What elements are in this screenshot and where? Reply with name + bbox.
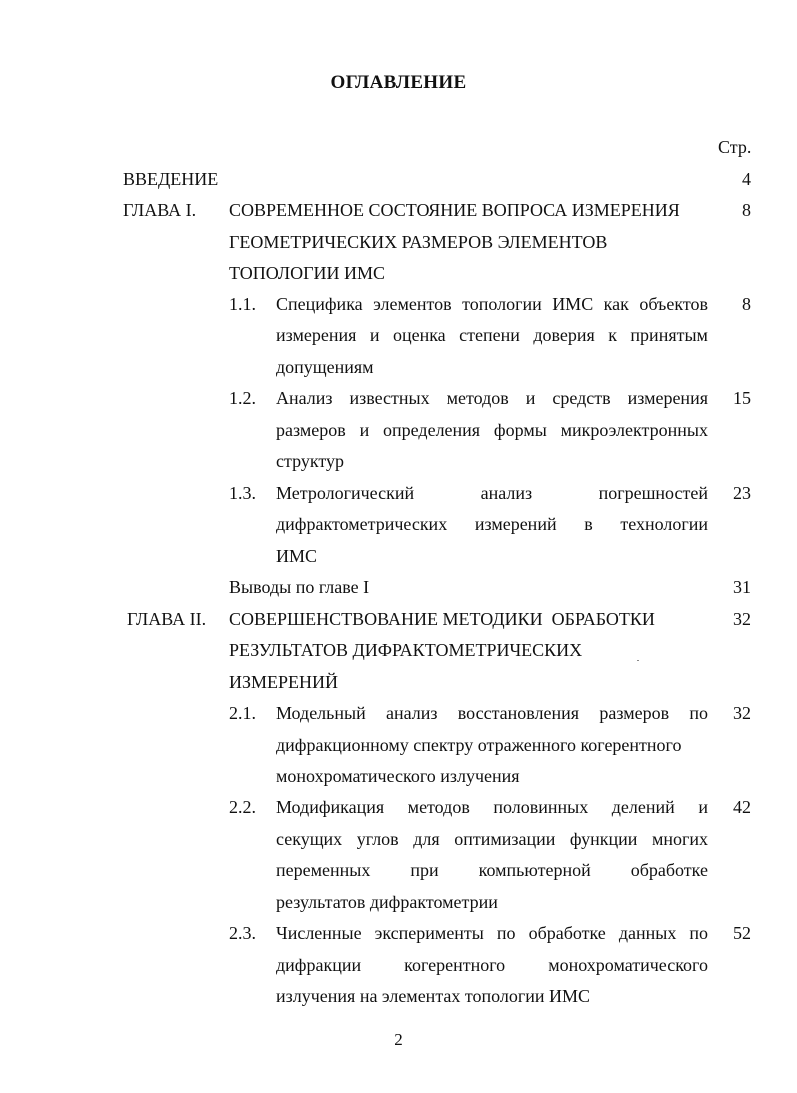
chapter-label: ГЛАВА II. bbox=[127, 609, 207, 629]
section-number: 2.1. bbox=[229, 703, 256, 723]
section-number: 2.2. bbox=[229, 797, 256, 817]
section-number: 2.3. bbox=[229, 923, 256, 943]
section-title-line: дифрактометрических измерений в технологии bbox=[276, 514, 708, 534]
toc-page-number: 42 bbox=[733, 797, 751, 817]
section-title-line: Модельный анализ восстановления размеров по bbox=[276, 703, 708, 723]
page-title: ОГЛАВЛЕНИЕ bbox=[330, 72, 467, 93]
chapter-title-line: ГЕОМЕТРИЧЕСКИХ РАЗМЕРОВ ЭЛЕМЕНТОВ bbox=[229, 232, 608, 252]
section-number: 1.2. bbox=[229, 388, 256, 408]
section-number: 1.3. bbox=[229, 483, 256, 503]
toc-page-number: 31 bbox=[733, 577, 751, 597]
chapter-label: ГЛАВА I. bbox=[123, 200, 197, 220]
section-title-line: допущениям bbox=[276, 357, 374, 377]
chapter-title-line: ИЗМЕРЕНИЙ bbox=[229, 672, 339, 692]
toc-conclusion: Выводы по главе I bbox=[229, 577, 370, 597]
page-number: 2 bbox=[394, 1030, 403, 1049]
chapter-title-line: СОВРЕМЕННОЕ СОСТОЯНИЕ ВОПРОСА ИЗМЕРЕНИЯ bbox=[229, 200, 680, 220]
section-title-line: Метрологический анализ погрешностей bbox=[276, 483, 708, 503]
section-number: 1.1. bbox=[229, 294, 256, 314]
section-title-line: Численные эксперименты по обработке данных по bbox=[276, 923, 708, 943]
toc-page-number: 15 bbox=[733, 388, 751, 408]
toc-introduction: ВВЕДЕНИЕ bbox=[123, 169, 219, 189]
section-title-line: результатов дифрактометрии bbox=[276, 892, 498, 912]
toc-page-number: 8 bbox=[742, 294, 751, 314]
section-title-line: излучения на элементах топологии ИМС bbox=[276, 986, 591, 1006]
toc-page-number: 32 bbox=[733, 703, 751, 723]
section-title-line: монохроматического излучения bbox=[276, 766, 520, 786]
section-title-line: Модификация методов половинных делений и bbox=[276, 797, 708, 817]
section-title-line: структур bbox=[276, 451, 344, 471]
chapter-title-line: РЕЗУЛЬТАТОВ ДИФРАКТОМЕТРИЧЕСКИХ bbox=[229, 640, 583, 660]
scan-speck bbox=[637, 660, 639, 661]
section-title-line: измерения и оценка степени доверия к принятым bbox=[276, 325, 708, 345]
page-column-label: Стр. bbox=[718, 137, 752, 157]
section-title-line: Специфика элементов топологии ИМС как объектов bbox=[276, 294, 708, 314]
section-title-line: дифракционному спектру отраженного когерентного bbox=[276, 735, 682, 755]
toc-page-number: 23 bbox=[733, 483, 751, 503]
chapter-title-line: СОВЕРШЕНСТВОВАНИЕ МЕТОДИКИ ОБРАБОТКИ bbox=[229, 609, 655, 629]
section-title-line: размеров и определения формы микроэлектронных bbox=[276, 420, 708, 440]
toc-page-number: 8 bbox=[742, 200, 751, 220]
section-title-line: переменных при компьютерной обработке bbox=[276, 860, 708, 880]
toc-page-number: 52 bbox=[733, 923, 751, 943]
section-title-line: Анализ известных методов и средств измерения bbox=[276, 388, 708, 408]
section-title-line: дифракции когерентного монохроматического bbox=[276, 955, 708, 975]
chapter-title-line: ТОПОЛОГИИ ИМС bbox=[229, 263, 385, 283]
toc-page-number: 4 bbox=[742, 169, 751, 189]
section-title-line: ИМС bbox=[276, 546, 318, 566]
section-title-line: секущих углов для оптимизации функции многих bbox=[276, 829, 708, 849]
toc-page-number: 32 bbox=[733, 609, 751, 629]
